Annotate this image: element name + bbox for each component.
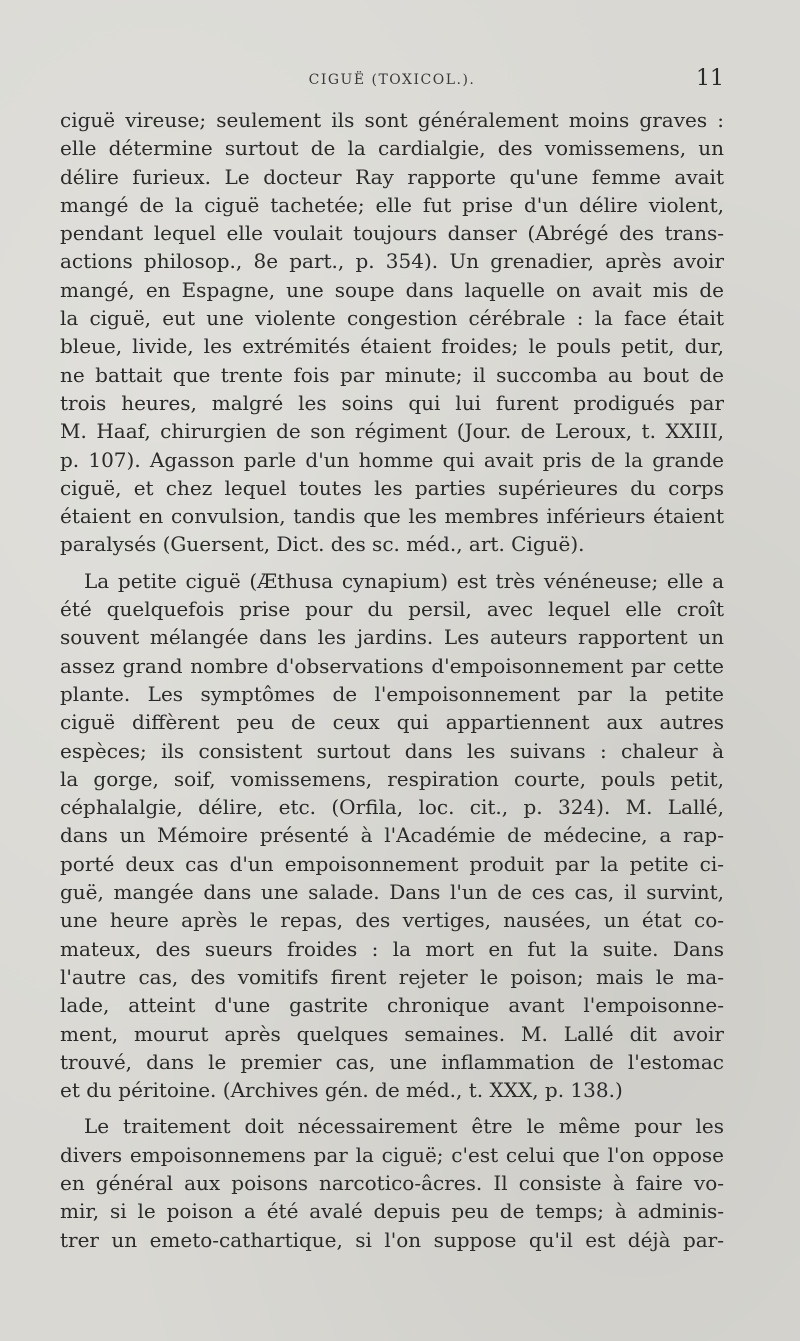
text-line: ciguë diffèrent peu de ceux qui appartiennent aux autres bbox=[60, 710, 724, 735]
text-line: elle détermine surtout de la cardialgie, des vomissemens, un bbox=[60, 136, 724, 161]
body-text bbox=[60, 106, 724, 1254]
text-line: Le traitement doit nécessairement être le même pour les bbox=[84, 1114, 724, 1139]
text-line: porté deux cas d'un empoisonnement produit par la petite ci- bbox=[60, 851, 724, 876]
text-line: plante. Les symptômes de l'empoisonnement par la petite bbox=[60, 681, 724, 706]
text-line: mateux, des sueurs froides : la mort en fut la suite. Dans bbox=[60, 936, 724, 961]
text-line: guë, mangée dans une salade. Dans l'un de ces cas, il survint, bbox=[60, 880, 724, 905]
text-line: été quelquefois prise pour du persil, avec lequel elle croît bbox=[60, 597, 724, 622]
page-header bbox=[60, 66, 724, 106]
paragraphs bbox=[60, 106, 724, 1254]
text-line: pendant lequel elle voulait toujours danser (Abrégé des trans- bbox=[60, 221, 724, 246]
text-line: ciguë vireuse; seulement ils sont généralement moins graves : bbox=[60, 108, 724, 132]
text-line: ciguë, et chez lequel toutes les parties supérieures du corps bbox=[60, 475, 724, 500]
text-line: actions philosop., 8e part., p. 354). Un grenadier, après avoir bbox=[60, 249, 724, 274]
text-line: p. 107). Agasson parle d'un homme qui avait pris de la grande bbox=[60, 447, 724, 472]
text-line: paralysés (Guersent, Dict. des sc. méd., art. Ciguë). bbox=[60, 532, 585, 557]
text-line: une heure après le repas, des vertiges, nausées, un état co- bbox=[60, 908, 724, 933]
text-line: délire furieux. Le docteur Ray rapporte qu'une femme avait bbox=[60, 164, 724, 189]
text-line: mir, si le poison a été avalé depuis peu de temps; à adminis- bbox=[60, 1199, 724, 1224]
text-line: la ciguë, eut une violente congestion cérébrale : la face était bbox=[60, 306, 724, 331]
book-page bbox=[60, 66, 724, 1254]
text-line: assez grand nombre d'observations d'empoisonnement par cette bbox=[60, 653, 724, 678]
page-number: 11 bbox=[696, 66, 724, 91]
paragraph bbox=[60, 1112, 724, 1253]
text-line: souvent mélangée dans les jardins. Les auteurs rapportent un bbox=[60, 625, 724, 650]
text-line: et du péritoine. (Archives gén. de méd., t. XXX, p. 138.) bbox=[60, 1078, 623, 1103]
text-line: mangé, en Espagne, une soupe dans laquelle on avait mis de bbox=[60, 277, 724, 302]
text-line: trer un emeto-cathartique, si l'on suppose qu'il est déjà par- bbox=[60, 1227, 724, 1252]
paragraph-gap bbox=[60, 559, 724, 567]
paragraph bbox=[60, 567, 724, 1105]
text-line: espèces; ils consistent surtout dans les suivans : chaleur à bbox=[60, 738, 724, 763]
text-line: étaient en convulsion, tandis que les membres inférieurs étaient bbox=[60, 504, 724, 529]
text-line: trouvé, dans le premier cas, une inflammation de l'estomac bbox=[60, 1049, 724, 1074]
text-line: bleue, livide, les extrémités étaient froides; le pouls petit, dur, bbox=[60, 334, 724, 359]
text-line: la gorge, soif, vomissemens, respiration courte, pouls petit, bbox=[60, 766, 724, 791]
text-line: trois heures, malgré les soins qui lui furent prodigués par bbox=[60, 390, 724, 415]
text-line: ne battait que trente fois par minute; il succomba au bout de bbox=[60, 362, 724, 387]
paragraph bbox=[60, 106, 724, 559]
text-line: l'autre cas, des vomitifs firent rejeter le poison; mais le ma- bbox=[60, 964, 724, 989]
text-line: céphalalgie, délire, etc. (Orfila, loc. cit., p. 324). M. Lallé, bbox=[60, 795, 724, 820]
running-head: CIGUË (TOXICOL.). bbox=[308, 72, 476, 88]
text-line: en général aux poisons narcotico-âcres. Il consiste à faire vo- bbox=[60, 1170, 724, 1195]
paragraph-gap bbox=[60, 1104, 724, 1112]
text-line: La petite ciguë (Æthusa cynapium) est très vénéneuse; elle a bbox=[84, 568, 724, 593]
text-line: divers empoisonnemens par la ciguë; c'est celui que l'on oppose bbox=[60, 1142, 724, 1167]
text-line: lade, atteint d'une gastrite chronique avant l'empoisonne- bbox=[60, 993, 724, 1018]
text-line: dans un Mémoire présenté à l'Académie de médecine, a rap- bbox=[60, 823, 724, 848]
text-line: mangé de la ciguë tachetée; elle fut prise d'un délire violent, bbox=[60, 192, 724, 217]
text-line: ment, mourut après quelques semaines. M. Lallé dit avoir bbox=[60, 1021, 724, 1046]
text-line: M. Haaf, chirurgien de son régiment (Jour. de Leroux, t. XXIII, bbox=[60, 419, 724, 444]
